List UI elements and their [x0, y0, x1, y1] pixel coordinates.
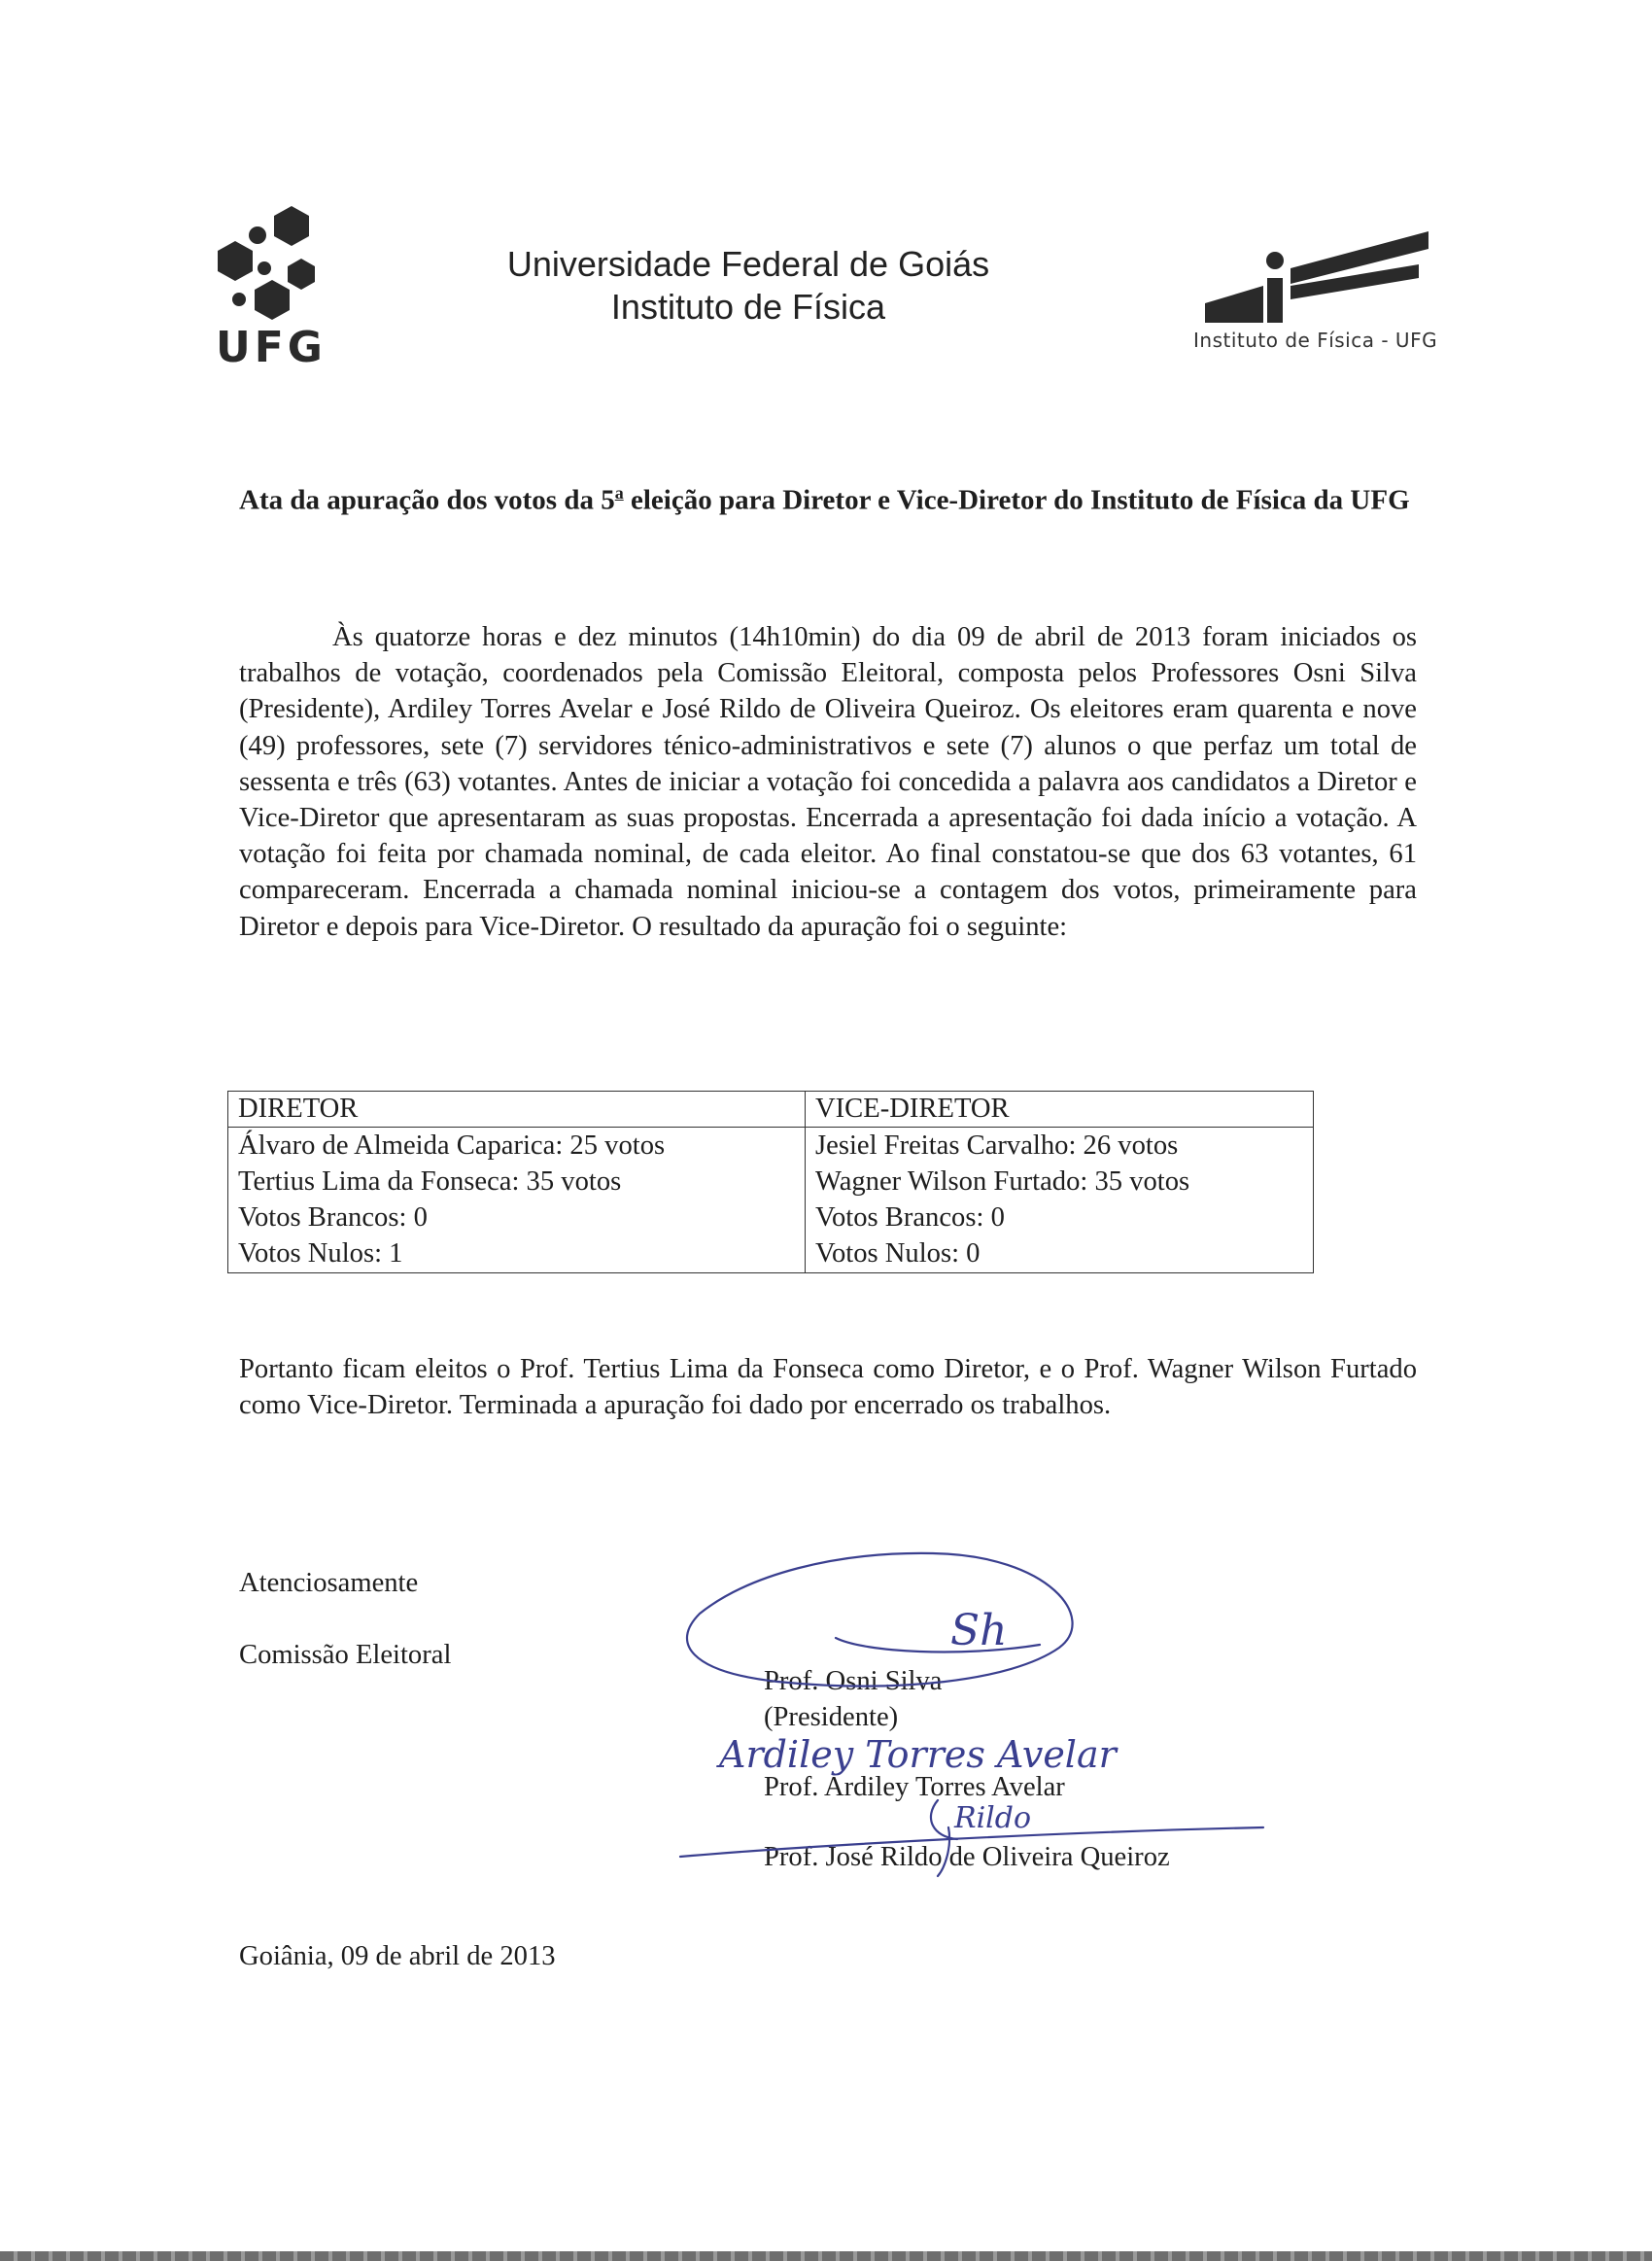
ufg-hexagons-icon [212, 204, 338, 321]
institution-header [437, 243, 1059, 329]
director-header: DIRETOR [228, 1092, 805, 1128]
table-row: Jesiel Freitas Carvalho: 26 votos [815, 1130, 1179, 1161]
table-row: Wagner Wilson Furtado: 35 votos [815, 1166, 1190, 1197]
place-date: Goiânia, 09 de abril de 2013 [239, 1941, 556, 1971]
signatory-1-name: Prof. Osni Silva [764, 1666, 943, 1696]
table-row: Votos Nulos: 1 [238, 1238, 403, 1269]
vice-director-column [806, 1092, 1313, 1272]
signatory-3-name: Prof. José Rildo de Oliveira Queiroz [764, 1842, 1170, 1872]
handwritten-signatures [641, 1536, 1322, 1886]
signature-3-text: Rildo [954, 1801, 1032, 1835]
signatory-1-role: (Presidente) [764, 1702, 899, 1732]
table-row: Votos Brancos: 0 [238, 1202, 428, 1233]
results-table [227, 1091, 1314, 1273]
table-row: Votos Nulos: 0 [815, 1238, 981, 1269]
if-logo-icon [1186, 226, 1428, 342]
closing-commission: Comissão Eleitoral [239, 1640, 452, 1670]
conclusion-paragraph: Portanto ficam eleitos o Prof. Tertius Lima da Fonseca como Diretor, e o Prof. Wagner Wilson Furtado como Vice-Diretor. Terminada a apuração foi dado por encerrado os trabalhos. [239, 1354, 1417, 1421]
signature-1-text: Sh [950, 1606, 1008, 1655]
signatory-2-name: Prof. Ardiley Torres Avelar [764, 1772, 1065, 1802]
table-row: Votos Brancos: 0 [815, 1202, 1005, 1233]
scan-edge-bar [0, 2251, 1652, 2261]
table-row: Álvaro de Almeida Caparica: 25 votos [238, 1130, 666, 1161]
ufg-logo-text: UFG [216, 323, 327, 372]
table-row: Tertius Lima da Fonseca: 35 votos [238, 1166, 622, 1197]
vice-director-header: VICE-DIRETOR [806, 1092, 1313, 1128]
if-logo-caption: Instituto de Física - UFG [1193, 329, 1438, 352]
body-paragraph: Às quatorze horas e dez minutos (14h10min) do dia 09 de abril de 2013 foram iniciados os trabalhos de votação, coordenados pela Comissão Eleitoral, composta pelos Professores Osni Silva (Presidente), Ardiley Torres Avelar e José Rildo de Oliveira Queiroz. Os eleitores eram quarenta e nove (49) professores, sete (7) servidores ténico-administrativos e sete (7) alunos o que perfaz um total de sessenta e três (63) votantes. Antes de iniciar a votação foi concedida a palavra aos candidatos a Diretor e Vice-Diretor que apresentaram as suas propostas. Encerrada a apresentação foi dada início a votação. A votação foi feita por chamada nominal, de cada eleitor. Ao final constatou-se que dos 63 votantes, 61 compareceram. Encerrada a chamada nominal iniciou-se a contagem dos votos, primeiramente para Diretor e depois para Vice-Diretor. O resultado da apuração foi o seguinte: [239, 622, 1417, 942]
closing-regards: Atenciosamente [239, 1568, 419, 1598]
signature-2-text: Ardiley Torres Avelar [719, 1733, 1117, 1776]
institute-name: Instituto de Física [610, 287, 886, 327]
document-title: Ata da apuração dos votos da 5$^a$ eleição para Diretor e Vice-Diretor do Instituto de Física da UFG [239, 483, 1410, 516]
director-column [228, 1092, 806, 1272]
university-name: Universidade Federal de Goiás [506, 244, 990, 284]
